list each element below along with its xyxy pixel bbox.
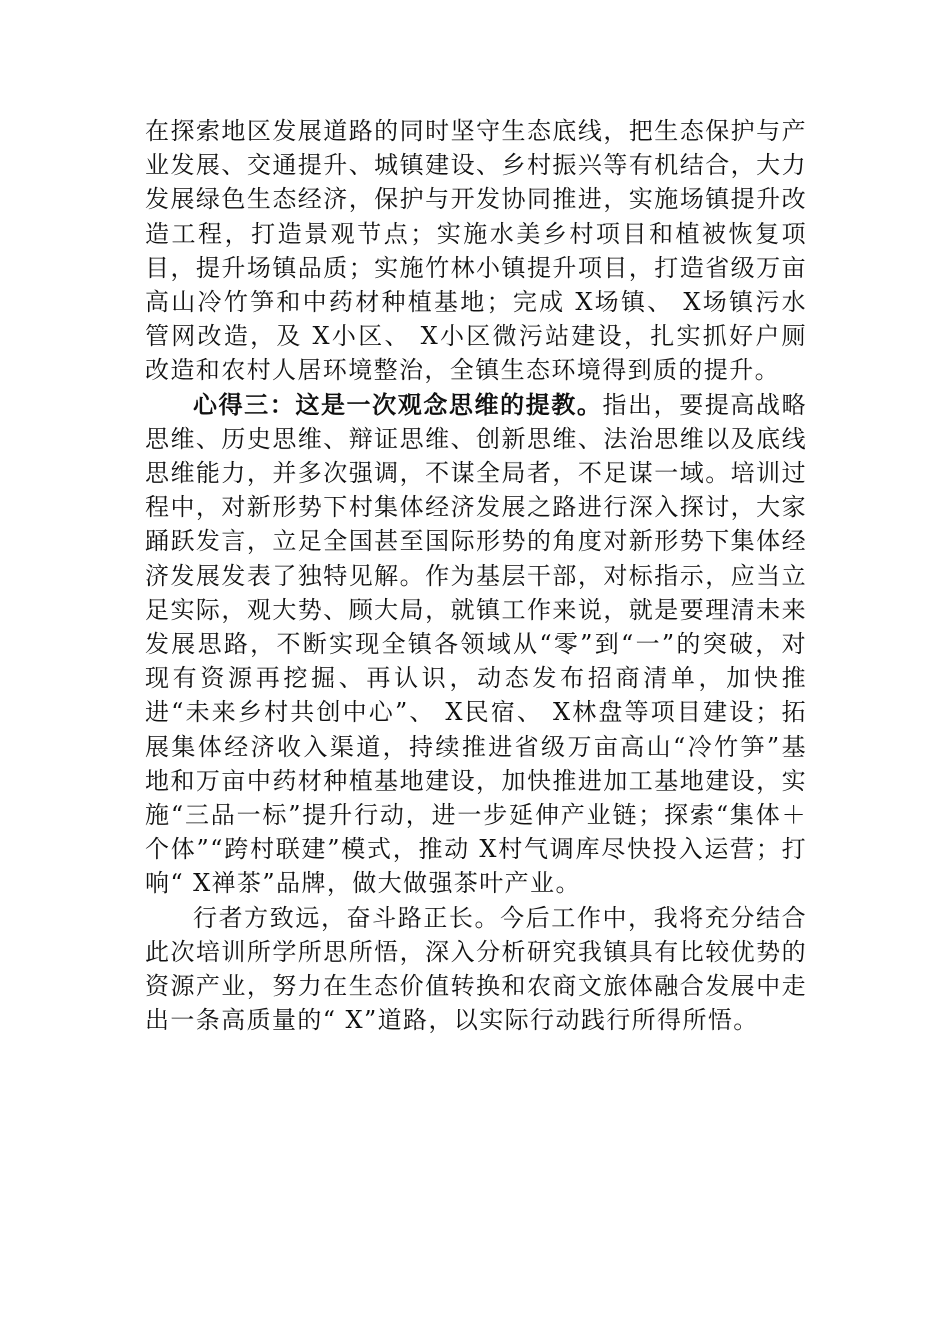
paragraph-ecology — [145, 114, 807, 388]
paragraph-insight-three — [145, 388, 807, 901]
paragraph-text: 在探索地区发展道路的同时坚守生态底线，把生态保护与产业发展、交通提升、城镇建设、乡村振兴等有机结合，大力发展绿色生态经济，保护与开发协同推进，实施场镇提升改造工程，打造景观节点；实施水美乡村项目和植被恢复项目，提升场镇品质；实施竹林小镇提升项目，打造省级万亩高山冷竹笋和中药材种植基地；完成 X场镇、 X场镇污水管网改造，及 X小区、 X小区微污站建设，扎实抓好户厕改造和农村人居环境整治，全镇生态环境得到质的提升。 — [145, 117, 807, 385]
paragraph-text: 指出，要提高战略思维、历史思维、辩证思维、创新思维、法治思维以及底线思维能力，并多次强调，不谋全局者，不足谋一域。培训过程中，对新形势下村集体经济发展之路进行深入探讨，大家踊跃发言，立足全国甚至国际形势的角度对新形势下集体经济发展发表了独特见解。作为基层干部，对标指示，应当立足实际，观大势、顾大局，就镇工作来说，就是要理清未来发展思路，不断实现全镇各领域从“零”到“一”的突破，对现有资源再挖掘、再认识，动态发布招商清单，加快推进“未来乡村共创中心”、 X民宿、 X林盘等项目建设；拓展集体经济收入渠道，持续推进省级万亩高山“冷竹笋”基地和万亩中药材种植基地建设，加快推进加工基地建设，实施“三品一标”提升行动，进一步延伸产业链；探索“集体＋个体”“跨村联建”模式，推动 X村气调库尽快投入运营；打响“ X禅茶”品牌，做大做强茶叶产业。 — [145, 390, 807, 898]
paragraph-conclusion — [145, 901, 807, 1038]
document-body — [145, 114, 807, 1037]
paragraph-heading: 心得三：这是一次观念思维的提教。 — [193, 389, 603, 419]
paragraph-text: 行者方致远，奋斗路正长。今后工作中，我将充分结合此次培训所学所思所悟，深入分析研究我镇具有比较优势的资源产业，努力在生态价值转换和农商文旅体融合发展中走出一条高质量的“ X”道路，以实际行动践行所得所悟。 — [145, 903, 807, 1035]
